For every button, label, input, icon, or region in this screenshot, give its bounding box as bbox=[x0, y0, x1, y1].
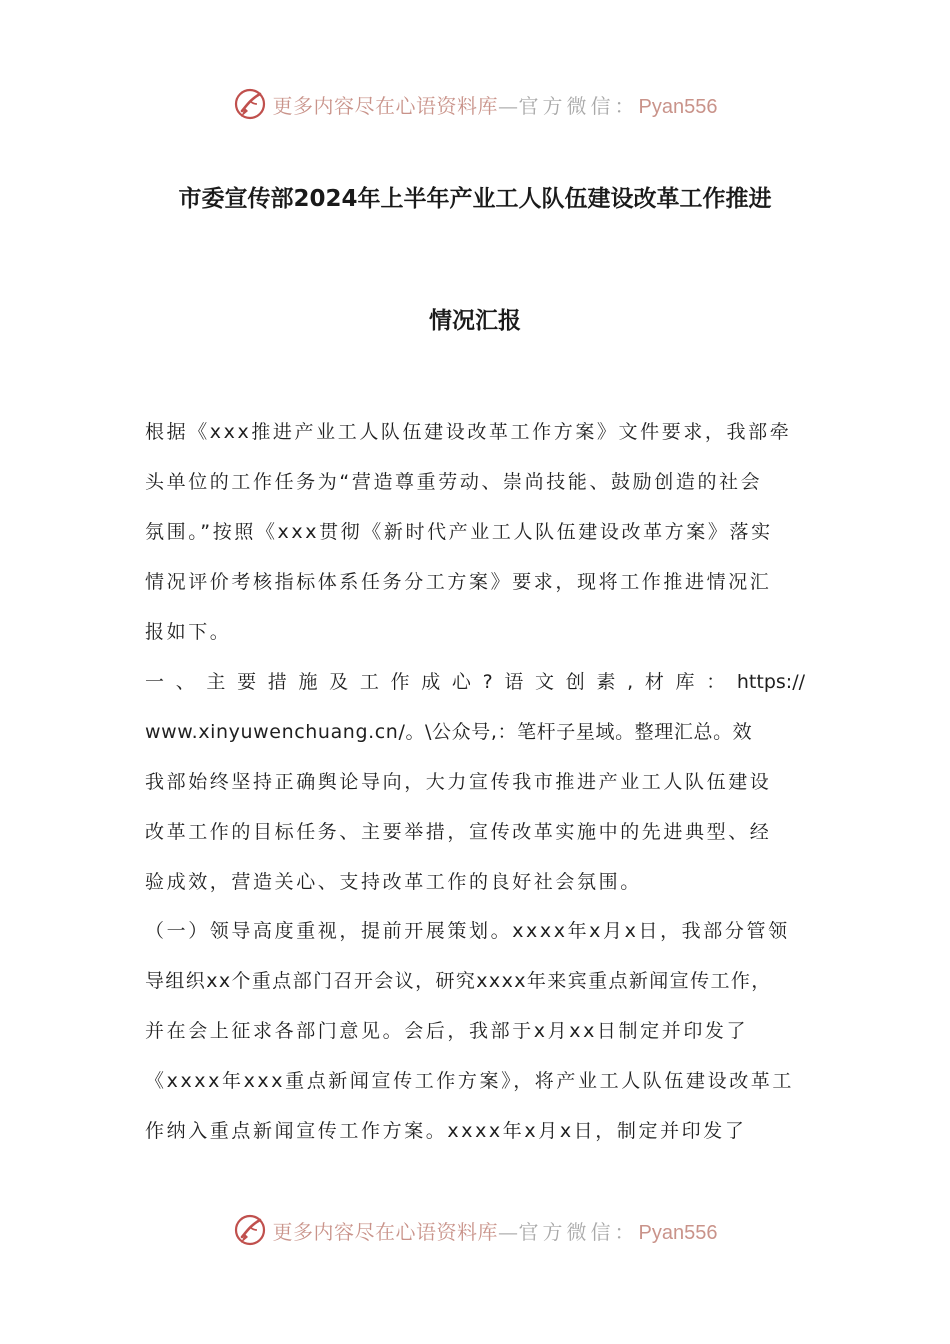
watermark-banner-top bbox=[0, 82, 950, 126]
body-line: 并在会上征求各部门意见。会后，我部于x月xx日制定并印发了 bbox=[145, 1020, 749, 1042]
watermark-banner-bottom bbox=[0, 1208, 950, 1252]
logo-icon bbox=[233, 1213, 267, 1247]
body-line: 根据《xxx推进产业工人队伍建设改革工作方案》文件要求，我部牵 bbox=[145, 421, 792, 443]
body-line: 导组织xx个重点部门召开会议，研究xxxx年来宾重点新闻宣传工作， bbox=[145, 970, 772, 992]
watermark-text: 更多内容尽在心语资料库—官方微信：Pyan556 bbox=[272, 1219, 718, 1244]
body-line-section-heading: 一、主要措施及工作成心?语文创素,材库：https:// bbox=[145, 671, 805, 693]
body-line: 我部始终坚持正确舆论导向，大力宣传我市推进产业工人队伍建设 bbox=[145, 771, 772, 793]
body-line: 情况评价考核指标体系任务分工方案》要求，现将工作推进情况汇 bbox=[145, 571, 772, 593]
document-title-line-1: 市委宣传部2024年上半年产业工人队伍建设改革工作推进 bbox=[178, 186, 772, 212]
body-line: 氛围。”按照《xxx贯彻《新时代产业工人队伍建设改革方案》落实 bbox=[145, 521, 773, 543]
body-line: 头单位的工作任务为“营造尊重劳动、崇尚技能、鼓励创造的社会 bbox=[145, 471, 763, 493]
logo-icon bbox=[233, 87, 267, 121]
body-line: 改革工作的目标任务、主要举措，宣传改革实施中的先进典型、经 bbox=[145, 821, 772, 843]
body-line: 报如下。 bbox=[145, 621, 232, 643]
body-line: 验成效，营造关心、支持改革工作的良好社会氛围。 bbox=[145, 871, 642, 893]
body-line: www.xinyuwenchuang.cn/。\公众号,：笔杆子星域。整理汇总。效 bbox=[145, 721, 753, 743]
body-line: （一）领导高度重视，提前开展策划。xxxx年x月x日，我部分管领 bbox=[145, 920, 790, 942]
document-title-line-2: 情况汇报 bbox=[429, 308, 521, 334]
body-line: 作纳入重点新闻宣传工作方案。xxxx年x月x日，制定并印发了 bbox=[145, 1120, 747, 1142]
body-line: 《xxxx年xxx重点新闻宣传工作方案》，将产业工人队伍建设改革工 bbox=[145, 1070, 795, 1092]
watermark-text: 更多内容尽在心语资料库—官方微信：Pyan556 bbox=[272, 93, 718, 118]
